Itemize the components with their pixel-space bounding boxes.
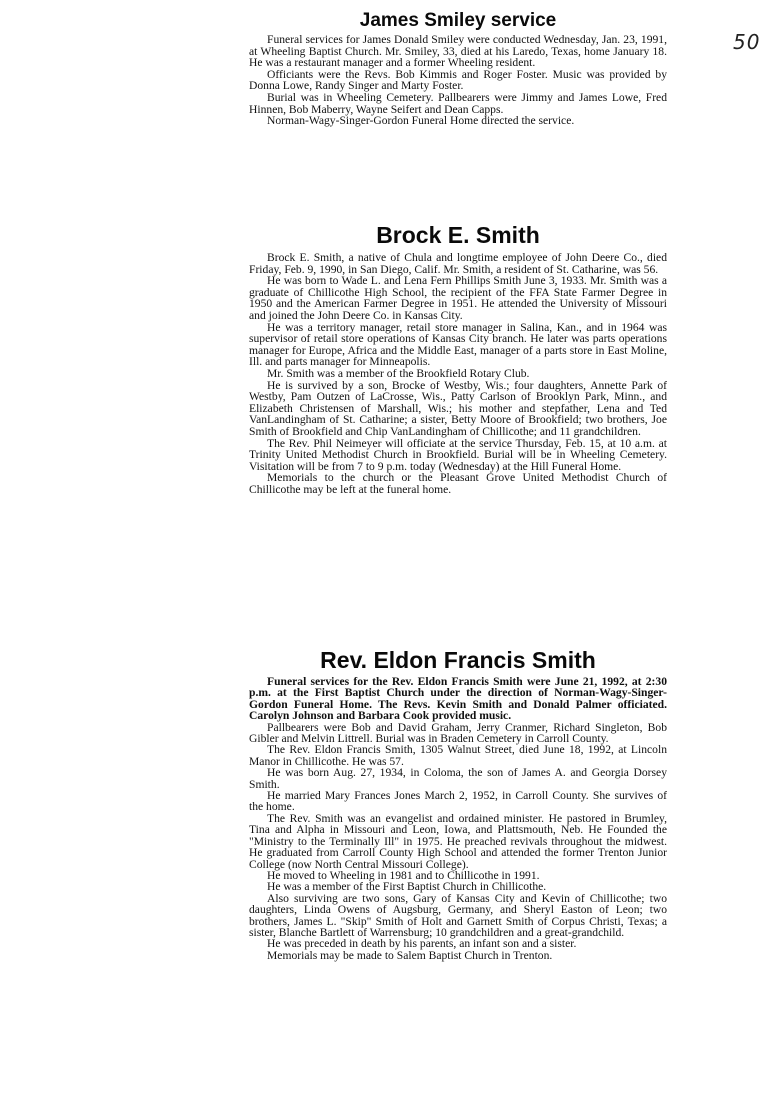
obituary-paragraph: Also surviving are two sons, Gary of Kansas City and Kevin of Chillicothe; two daughters, Linda Owens of Augsburg, Germany, and Sheryl Easton of Leon; two brothers, James L. "Skip" Smith of Holt and Garnett Smith of Corpus Christi, Texas; a sister, Blanche Bartlett of Warrensburg; 10 grandchildren and a great-grandchild. xyxy=(249,891,667,939)
obituary-paragraph: He was born to Wade L. and Lena Fern Phillips Smith June 3, 1933. Mr. Smith was a graduate of Chillicothe High School, the recipient of the FFA State Farmer Degree in 1950 and the American Farmer Degree in 1951. He attended the University of Missouri and joined the John Deere Co. in Kansas City. xyxy=(249,274,667,322)
obituary-headline: Brock E. Smith xyxy=(376,222,540,248)
obituary-james-smiley xyxy=(249,10,667,127)
obituary-paragraph: He was born Aug. 27, 1934, in Coloma, the son of James A. and Georgia Dorsey Smith. xyxy=(249,766,667,791)
obituary-paragraph: The Rev. Smith was an evangelist and ordained minister. He pastored in Brumley, Tina and Alpha in Missouri and Leon, Iowa, and Plattsmouth, Neb. He Founded the "Ministry to the Terminally Ill" in 1975. He preached revivals throughout the midwest. He graduated from Carroll County High School and attended the former Trenton Junior College (now North Central Missouri College). xyxy=(249,811,667,871)
obituary-paragraph: Funeral services for the Rev. Eldon Francis Smith were June 21, 1992, at 2:30 p.m. at the First Baptist Church under the direction of Norman-Wagy-Singer-Gordon Funeral Home. The Revs. Kevin Smith and Donald Palmer officiated. Carolyn Johnson and Barbara Cook provided music. xyxy=(249,675,667,723)
obituary-paragraph: He moved to Wheeling in 1981 and to Chillicothe in 1991. xyxy=(267,868,540,882)
obituary-paragraph: The Rev. Phil Neimeyer will officiate at the service Thursday, Feb. 15, at 10 a.m. at Trinity United Methodist Church in Brookfield. Burial will be in Wheeling Cemetery. Visitation will be from 7 to 9 p.m. today (Wednesday) at the Hill Funeral Home. xyxy=(249,436,667,473)
obituary-paragraph: Norman-Wagy-Singer-Gordon Funeral Home directed the service. xyxy=(267,114,575,128)
obituary-paragraph: Burial was in Wheeling Cemetery. Pallbearers were Jimmy and James Lowe, Fred Hinnen, Bob Maberry, Wayne Seifert and Dean Capps. xyxy=(249,90,667,116)
obituary-paragraph: He was a territory manager, retail store manager in Salina, Kan., and in 1964 was supervisor of retail store operations of Kansas City branch. He later was parts operations manager for Europe, Africa and the Middle East, manager of a parts store in East Moline, Ill. and parts manager for Minneapolis. xyxy=(249,320,667,369)
obituary-eldon-smith xyxy=(249,646,667,961)
handwritten-page-number: 50 xyxy=(733,30,760,54)
obituary-paragraph: He was preceded in death by his parents, an infant son and a sister. xyxy=(267,937,577,951)
obituary-paragraph: Officiants were the Revs. Bob Kimmis and Roger Foster. Music was provided by Donna Lowe, Randy Singer and Marty Foster. xyxy=(249,67,667,93)
obituary-paragraph: Memorials to the church or the Pleasant Grove United Methodist Church of Chillicothe may be left at the funeral home. xyxy=(249,471,667,496)
obituary-headline: Rev. Eldon Francis Smith xyxy=(320,647,596,673)
obituary-paragraph: He is survived by a son, Brocke of Westby, Wis.; four daughters, Annette Park of Westby, Pam Outzen of LaCrosse, Wis., Patty Carlson of Brooklyn Park, Minn., and Elizabeth Christensen of Marshall, Wis.; his mother and stepfather, Lena and Ted VanLandingham of St. Catharine; a sister, Betty Moore of Brookfield; two brothers, Joe Smith of Brookfield and Chip VanLandingham of Chillicothe; and 11 grandchildren. xyxy=(249,378,667,438)
obituary-paragraph: Funeral services for James Donald Smiley were conducted Wednesday, Jan. 23, 1991, at Wheeling Baptist Church. Mr. Smiley, 33, died at his Laredo, Texas, home January 18. He was a restaurant manager and a former Wheeling resident. xyxy=(249,33,667,70)
obituary-headline: James Smiley service xyxy=(359,10,557,31)
obituary-paragraph: Mr. Smith was a member of the Brookfield Rotary Club. xyxy=(267,366,530,380)
obituary-paragraph: He was a member of the First Baptist Church in Chillicothe. xyxy=(267,880,547,894)
obituary-paragraph: The Rev. Eldon Francis Smith, 1305 Walnut Street, died June 18, 1992, at Lincoln Manor in Chillicothe. He was 57. xyxy=(249,743,667,768)
obituary-paragraph: Pallbearers were Bob and David Graham, Jerry Cranmer, Richard Singleton, Bob Gibler and Melvin Littrell. Burial was in Braden Cemetery in Carroll County. xyxy=(249,720,667,746)
obituary-paragraph: Brock E. Smith, a native of Chula and longtime employee of John Deere Co., died Friday, Feb. 9, 1990, in San Diego, Calif. Mr. Smith, a resident of St. Catharine, was 56. xyxy=(249,251,667,276)
obituary-paragraph: He married Mary Frances Jones March 2, 1952, in Carroll County. She survives of the home. xyxy=(249,789,667,814)
obituary-paragraph: Memorials may be made to Salem Baptist Church in Trenton. xyxy=(267,948,553,962)
obituary-brock-smith xyxy=(249,221,667,495)
